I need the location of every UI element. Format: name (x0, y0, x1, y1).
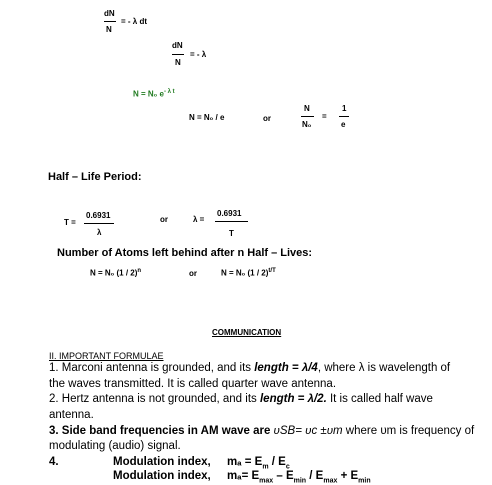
item-3-post: where υm is frequency of (342, 425, 475, 437)
fraction-bar (339, 116, 349, 117)
t-formula-numerator: 0.6931 (86, 211, 111, 220)
item-1-line-1 (49, 362, 450, 374)
fraction-bar (172, 54, 184, 55)
lambda-formula-denominator: T (229, 229, 234, 238)
fraction-bar (301, 116, 314, 117)
item-1-line-2: the waves transmitted. It is called quarter wave antenna. (49, 378, 337, 390)
eq4: N = N₀ / e (189, 113, 225, 122)
formula-1-sub-2: c (285, 463, 290, 471)
item-2-line-1 (49, 393, 433, 405)
atoms-formula-2-exponent: t/T (268, 268, 276, 274)
decay-law (133, 89, 175, 99)
fraction-bar (84, 223, 114, 224)
formulae-heading: II. IMPORTANT FORMULAE (49, 351, 164, 361)
decay-law-text: N = N₀ e (133, 89, 164, 99)
modulation-index-formula-1 (227, 456, 290, 470)
atoms-formula-2-text: N = N₀ (1 / 2) (221, 268, 269, 278)
or-label: or (160, 215, 168, 224)
atoms-formula-2 (221, 268, 276, 278)
or-label: or (189, 269, 197, 278)
eq2-numerator: dN (172, 41, 183, 50)
atoms-formula-1-text: N = N₀ (1 / 2) (90, 268, 138, 278)
half-life-heading: Half – Life Period: (48, 171, 142, 183)
formula-2-mid-2: / E (306, 470, 324, 482)
item-1-post: , where λ is wavelength of (317, 362, 451, 374)
formula-2-text: mₐ= E (227, 470, 260, 482)
item-4-number: 4. (49, 456, 59, 468)
communication-heading: COMMUNICATION (212, 328, 282, 337)
formula-1-mid: / E (268, 456, 286, 468)
or-label: or (263, 114, 271, 123)
lambda-formula-lhs: λ = (193, 215, 205, 224)
eq5-equals: = (322, 112, 327, 121)
item-2-line-2: antenna. (49, 409, 94, 421)
eq5-rhs-denominator: e (341, 120, 346, 129)
formula-2-sub-4: min (358, 477, 371, 485)
item-2-bold: length = λ/2. (259, 393, 327, 405)
eq1-rhs: = - λ dt (121, 17, 148, 26)
fraction-bar (215, 221, 248, 222)
formula-2-sub-1: max (259, 477, 274, 485)
item-3-pre: 3. Side band frequencies in AM wave are (49, 425, 274, 437)
modulation-index-label-2: Modulation index, (113, 470, 211, 482)
t-formula-lhs: T = (64, 218, 76, 227)
modulation-index-formula-2 (227, 470, 371, 484)
decay-law-exponent: - λ t (163, 89, 175, 95)
formula-2-mid-3: + E (337, 470, 359, 482)
formula-2-sub-3: max (323, 477, 338, 485)
atoms-formula-1-exponent: n (137, 268, 142, 274)
item-1-bold: length = λ/4 (254, 362, 318, 374)
atoms-formula-1 (90, 268, 141, 278)
eq5-denominator: N₀ (302, 120, 312, 129)
eq1-numerator: dN (104, 9, 115, 18)
formula-1-sub-1: m (262, 463, 269, 471)
formula-1-text: mₐ = E (227, 456, 263, 468)
t-formula-denominator: λ (97, 228, 102, 237)
item-3-line-1 (49, 425, 474, 437)
eq1-denominator: N (106, 25, 112, 34)
item-2-pre: 2. Hertz antenna is not grounded, and its (49, 393, 260, 405)
eq5-rhs-numerator: 1 (342, 104, 347, 113)
item-1-pre: 1. Marconi antenna is grounded, and its (49, 362, 255, 374)
item-2-post: It is called half wave (326, 393, 433, 405)
modulation-index-label-1: Modulation index, (113, 456, 211, 468)
formula-2-sub-2: min (293, 477, 307, 485)
fraction-bar (104, 21, 116, 22)
item-3-formula: υSB= υc ±υm (273, 425, 343, 437)
eq2-rhs: = - λ (190, 50, 207, 59)
lambda-formula-numerator: 0.6931 (217, 209, 242, 218)
eq2-denominator: N (175, 58, 181, 67)
atoms-heading: Number of Atoms left behind after n Half – Lives: (57, 247, 313, 259)
eq5-numerator: N (304, 104, 310, 113)
formula-2-mid-1: – E (273, 470, 294, 482)
item-3-line-2: modulating (audio) signal. (49, 440, 181, 452)
